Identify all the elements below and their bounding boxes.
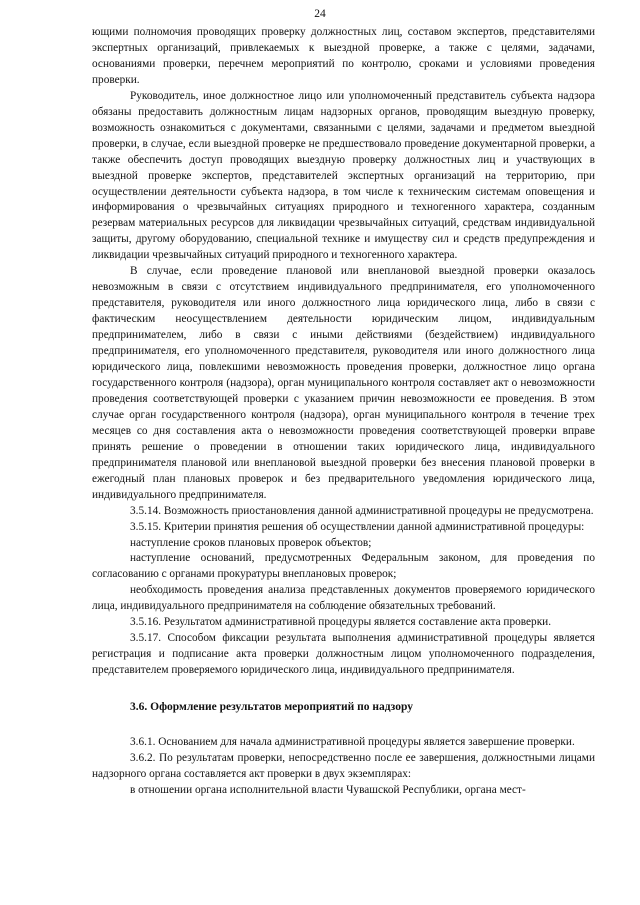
section-heading-3-6: 3.6. Оформление результатов мероприятий по надзору	[130, 701, 413, 714]
paragraph-regarding-authority: в отношении органа исполнительной власти Чувашской Республики, органа мест-	[130, 783, 526, 796]
paragraph-continuation: ющими полномочия проводящих проверку должностных лиц, составом экспертов, представителями экспертных организаций, привлекаемых к выездной проверке, а также с целями, задачами, основаниями проверки, перечнем мероприятий по контролю, сроками и условиями проведения проверки.	[92, 26, 595, 86]
paragraph-3-5-15: 3.5.15. Критерии принятия решения об осуществлении данной административной процедуры:	[130, 520, 585, 533]
document-body	[92, 25, 595, 799]
paragraph-3-5-17: 3.5.17. Способом фиксации результата выполнения административной процедуры является регистрация и подписание акта проверки должностным лицом уполномоченного подразделения, представителем проверяемого юридического лица, индивидуального предпринимателя.	[92, 632, 595, 677]
paragraph-3-5-14: 3.5.14. Возможность приостановления данной административной процедуры не предусмотрена.	[130, 504, 594, 517]
page-number: 24	[314, 8, 326, 20]
criteria-item-1: наступление сроков плановых проверок объектов;	[130, 536, 372, 549]
paragraph-3-5-16: 3.5.16. Результатом административной процедуры является составление акта проверки.	[130, 616, 552, 629]
paragraph-access-obligation: Руководитель, иное должностное лицо или уполномоченный представитель субъекта надзора обязаны предоставить должностным лицам надзорных органов, проводящим выездную проверку, возможность ознакомиться с документами, связанными с целями, задачами и предметом выездной проверки, в случае, если выездной проверке не предшествовало проведение документарной проверки, а также обеспечить доступ проводящих выездную проверку должностных лиц и участвующих в выездной проверке экспертов, представителей экспертных организаций на территорию, при осуществлении деятельности субъекта надзора, в том числе к техническим системам оповещения и информирования о чрезвычайных ситуациях природного и техногенного характера, созданным резервам материальных ресурсов для ликвидации чрезвычайных ситуаций, средствам индивидуальной защиты, другому оборудованию, специальной технике и имуществу сил и средств предупреждения и ликвидации чрезвычайных ситуаций природного и техногенного характера.	[92, 89, 595, 262]
criteria-item-2: наступление оснований, предусмотренных Федеральным законом, для проведения по согласованию с органами прокуратуры внеплановых проверок;	[92, 552, 595, 581]
paragraph-3-6-2: 3.6.2. По результатам проверки, непосредственно после ее завершения, должностными лицами надзорного органа составляется акт проверки в двух экземплярах:	[92, 752, 595, 780]
paragraph-3-6-1: 3.6.1. Основанием для начала административной процедуры является завершение проверки.	[130, 736, 575, 749]
criteria-item-3: необходимость проведения анализа представленных документов проверяемого юридического лица, индивидуального предпринимателя на соблюдение обязательных требований.	[92, 584, 595, 613]
paragraph-impossibility-of-inspection: В случае, если проведение плановой или внеплановой выездной проверки оказалось невозможным в связи с отсутствием индивидуального предпринимателя, его уполномоченного представителя, руководителя или иного должностного лица юридического лица, либо в связи с фактическим неосуществлением деятельности юридическим лицом, индивидуальным предпринимателем, либо в связи с иными действиями (бездействием) индивидуального предпринимателя, его уполномоченного представителя, руководителя или иного должностного лица юридического лица, повлекшими невозможность проведения проверки, должностное лицо органа государственного контроля (надзора), орган муниципального контроля составляет акт о невозможности проведения соответствующей проверки с указанием причин невозможности ее проведения. В этом случае орган государственного контроля (надзора), орган муниципального контроля в течение трех месяцев со дня составления акта о невозможности проведения соответствующей проверки вправе принять решение о проведении в отношении таких юридического лица, индивидуального предпринимателя плановой или внеплановой выездной проверки без внесения плановой проверки в ежегодный план плановых проверок и без предварительного уведомления юридического лица, индивидуального предпринимателя.	[92, 265, 595, 501]
